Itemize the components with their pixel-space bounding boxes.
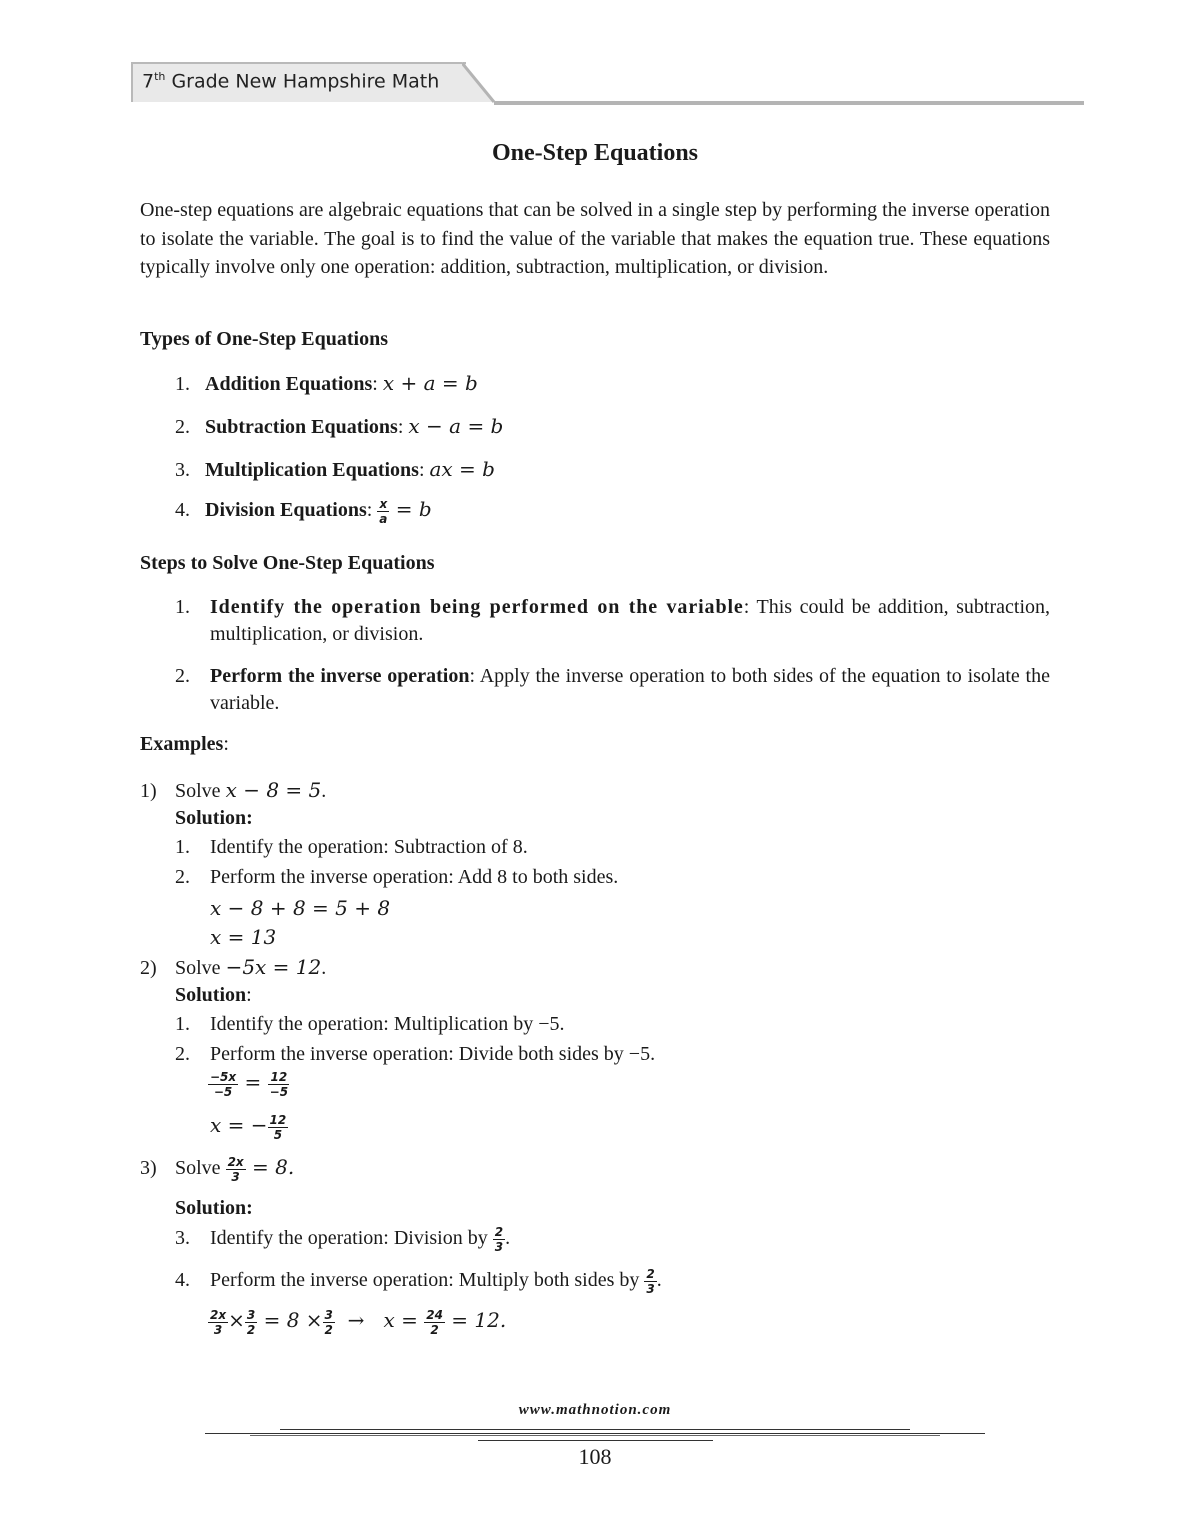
- header-rule: [494, 101, 1084, 105]
- footer-rule: [478, 1440, 713, 1441]
- example-2-solution-label: Solution:: [175, 984, 252, 1006]
- fraction: $\frac{12}{-5}$: [269, 1070, 289, 1099]
- fraction: $\frac{x}{a}$: [379, 497, 388, 526]
- example-3-solution-label: Solution:: [175, 1197, 253, 1219]
- example-3-step-2: 4. Perform the inverse operation: Multiply both sides by $\frac{2}{3}$ .: [175, 1267, 662, 1296]
- examples-heading: Examples:: [140, 733, 229, 755]
- steps-heading: Steps to Solve One-Step Equations: [140, 552, 435, 574]
- example-2-work-line-1: $\frac{-5x}{-5}$ = $\frac{12}{-5}$: [210, 1070, 289, 1099]
- example-2-prompt: 2) Solve −5x = 12.: [140, 955, 327, 979]
- example-2-step-2: 2. Perform the inverse operation: Divide both sides by −5.: [175, 1043, 656, 1065]
- fraction: $\frac{12}{5}$: [269, 1113, 287, 1142]
- fraction: $\frac{-5x}{-5}$: [210, 1070, 237, 1099]
- header-title: 7th Grade New Hampshire Math: [142, 70, 440, 93]
- fraction: $\frac{24}{2}$: [426, 1308, 443, 1337]
- fraction: $\frac{2}{3}$: [646, 1267, 655, 1296]
- page-number: 108: [578, 1444, 612, 1469]
- step-item-inverse: 2. Perform the inverse operation: Apply the inverse operation to both sides of the equation to isolate the variable.: [175, 665, 1050, 714]
- example-3-prompt: 3) Solve $\frac{2x}{3}$ = 8.: [140, 1155, 295, 1184]
- type-item-subtraction: 2. Subtraction Equations: x − a = b: [175, 414, 504, 438]
- step-item-identify: 1. Identify the operation being performed on the variable: This could be addition, subtraction, multiplication, or division.: [175, 596, 1050, 645]
- example-3-step-1: 3. Identify the operation: Division by $\frac{2}{3}$ .: [175, 1225, 511, 1254]
- example-1-prompt: 1) Solve x − 8 = 5.: [140, 778, 327, 802]
- footer-rule: [250, 1435, 940, 1436]
- example-3-work-line: $\frac{2x}{3}$ × $\frac{3}{2}$ = 8 × $\frac{3}{2}$ → x = $\frac{24}{2}$ = 12.: [210, 1308, 507, 1337]
- page-title: One-Step Equations: [491, 140, 699, 166]
- example-1-step-2: 2. Perform the inverse operation: Add 8 to both sides.: [175, 866, 619, 888]
- example-1-work-line-1: x − 8 + 8 = 5 + 8: [210, 896, 391, 920]
- example-1-solution-label: Solution:: [175, 807, 253, 829]
- footer-rule: [280, 1429, 910, 1430]
- example-2-work-line-2: x = − $\frac{12}{5}$: [210, 1113, 287, 1142]
- fraction: $\frac{2}{3}$: [494, 1225, 504, 1254]
- fraction: $\frac{3}{2}$: [246, 1308, 256, 1337]
- intro-paragraph: One-step equations are algebraic equations that can be solved in a single step by performing the inverse operation to isolate the variable. The goal is to find the value of the variable that makes the equation true. These equations typically involve only one operation: addition, subtraction, multiplication, or division.: [140, 199, 1050, 279]
- footer-rule: [205, 1433, 985, 1434]
- fraction: $\frac{2x}{3}$: [210, 1308, 227, 1337]
- header-tab-slope: [462, 62, 496, 104]
- example-1-work-line-2: x = 13: [210, 925, 277, 949]
- fraction: $\frac{2x}{3}$: [227, 1155, 244, 1184]
- type-item-multiplication: 3. Multiplication Equations: ax = b: [175, 457, 495, 481]
- type-item-addition: 1. Addition Equations: x + a = b: [175, 371, 478, 395]
- example-1-step-1: 1. Identify the operation: Subtraction of 8.: [175, 836, 528, 858]
- fraction: $\frac{3}{2}$: [324, 1308, 333, 1337]
- type-item-division: 4. Division Equations: $\frac{x}{a}$ = b: [175, 497, 432, 526]
- example-2-step-1: 1. Identify the operation: Multiplication by −5.: [175, 1013, 565, 1035]
- types-heading: Types of One-Step Equations: [140, 328, 389, 350]
- footer-url: www.mathnotion.com: [518, 1402, 672, 1418]
